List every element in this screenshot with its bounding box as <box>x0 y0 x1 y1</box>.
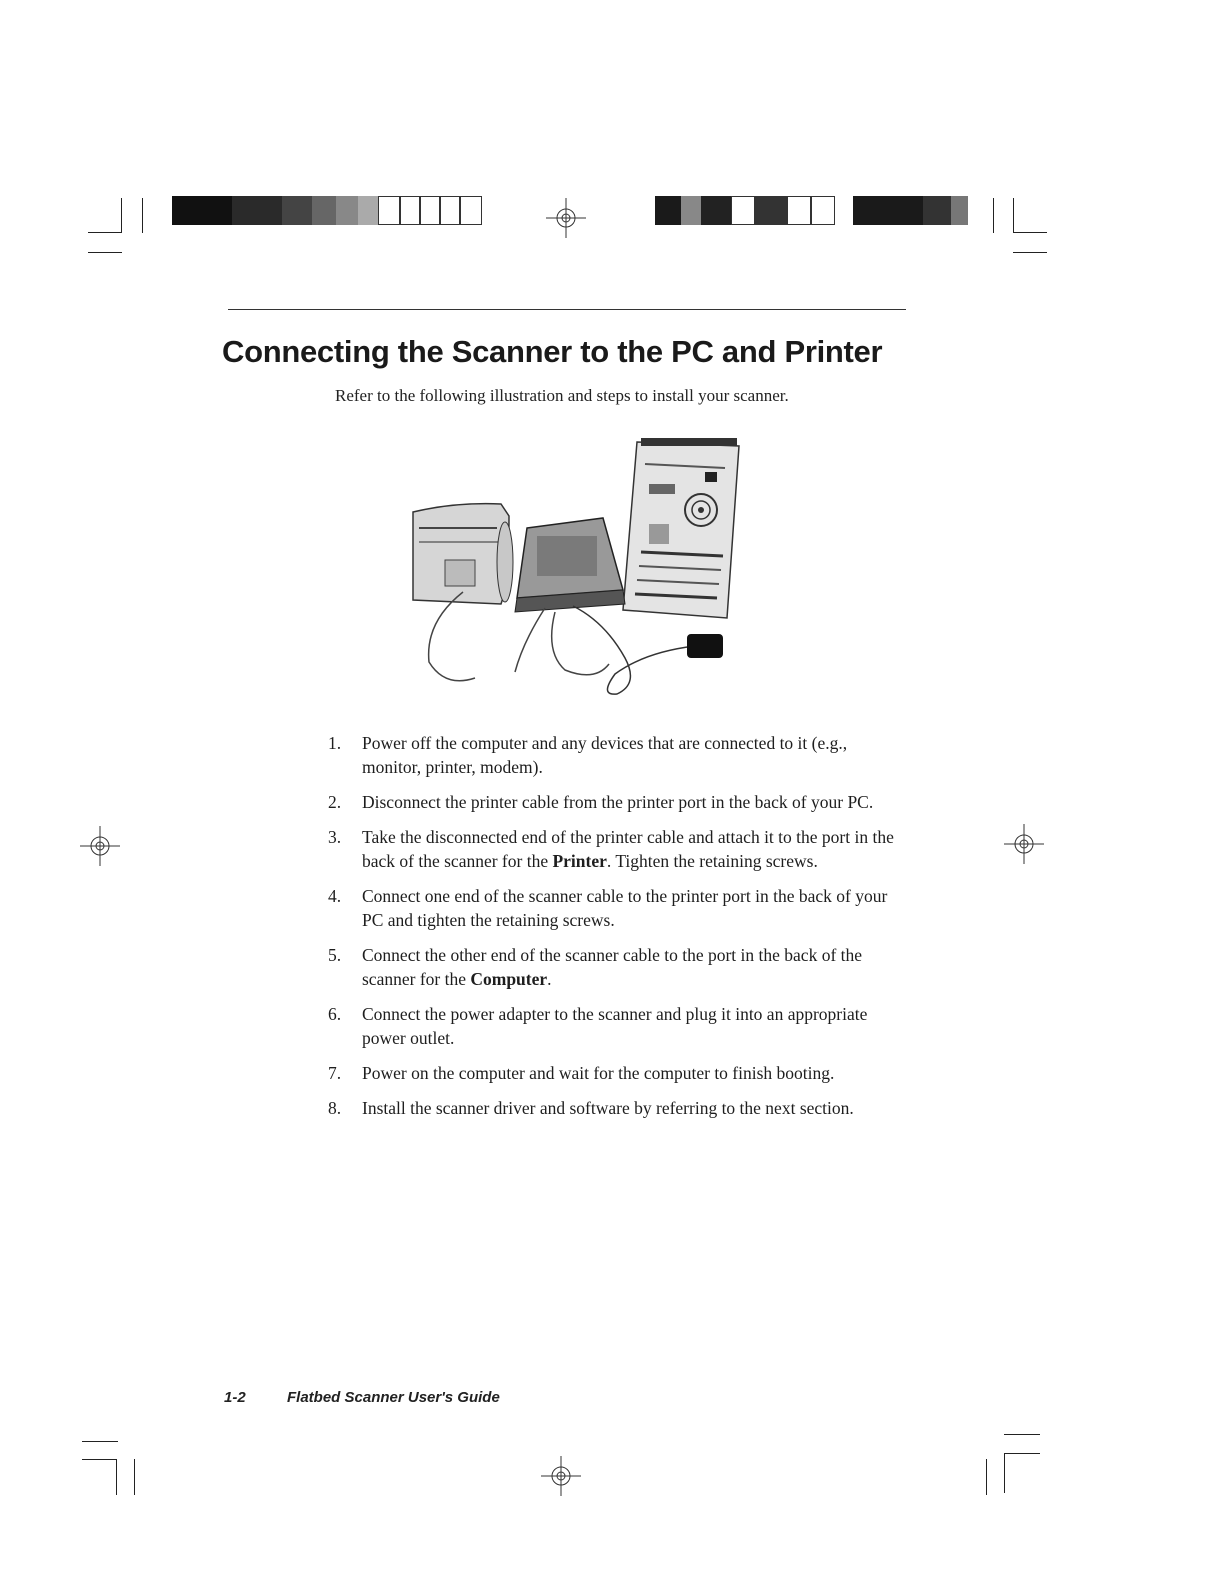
page-title: Connecting the Scanner to the PC and Printer <box>222 334 883 369</box>
step-item: 7. Power on the computer and wait for the computer to finish booting. <box>328 1063 835 1083</box>
intro-text: Refer to the following illustration and steps to install your scanner. <box>335 386 789 405</box>
step-item: 8. Install the scanner driver and software by referring to the next section. <box>328 1098 854 1118</box>
installation-steps <box>328 731 908 1131</box>
registration-mark-icon <box>1004 824 1044 864</box>
density-bar-right <box>655 196 968 225</box>
page-number: 1-2 <box>224 1389 246 1406</box>
step-item: 2. Disconnect the printer cable from the printer port in the back of your PC. <box>328 792 874 812</box>
registration-mark-icon <box>80 826 120 866</box>
step-item: 6. Connect the power adapter to the scanner and plug it into an appropriate power outlet. <box>328 1004 868 1048</box>
step-item: 3. Take the disconnected end of the printer cable and attach it to the port in the back of the scanner for the Printer. Tighten the retaining screws. <box>328 827 894 871</box>
header-rule <box>228 309 906 310</box>
density-bar-left <box>172 196 482 225</box>
step-item: 1. Power off the computer and any devices that are connected to it (e.g., monitor, printer, modem). <box>328 733 848 777</box>
registration-mark-icon <box>546 198 586 238</box>
guide-title: Flatbed Scanner User's Guide <box>287 1389 500 1406</box>
registration-mark-icon <box>541 1456 581 1496</box>
step-item: 5. Connect the other end of the scanner cable to the port in the back of the scanner for the Computer. <box>328 945 863 989</box>
printer-port-label: Printer <box>552 851 607 871</box>
computer-port-label: Computer <box>470 969 548 989</box>
scanner-pc-printer-illustration <box>405 432 745 702</box>
step-item: 4. Connect one end of the scanner cable to the printer port in the back of your PC and tighten the retaining screws. <box>328 886 888 930</box>
